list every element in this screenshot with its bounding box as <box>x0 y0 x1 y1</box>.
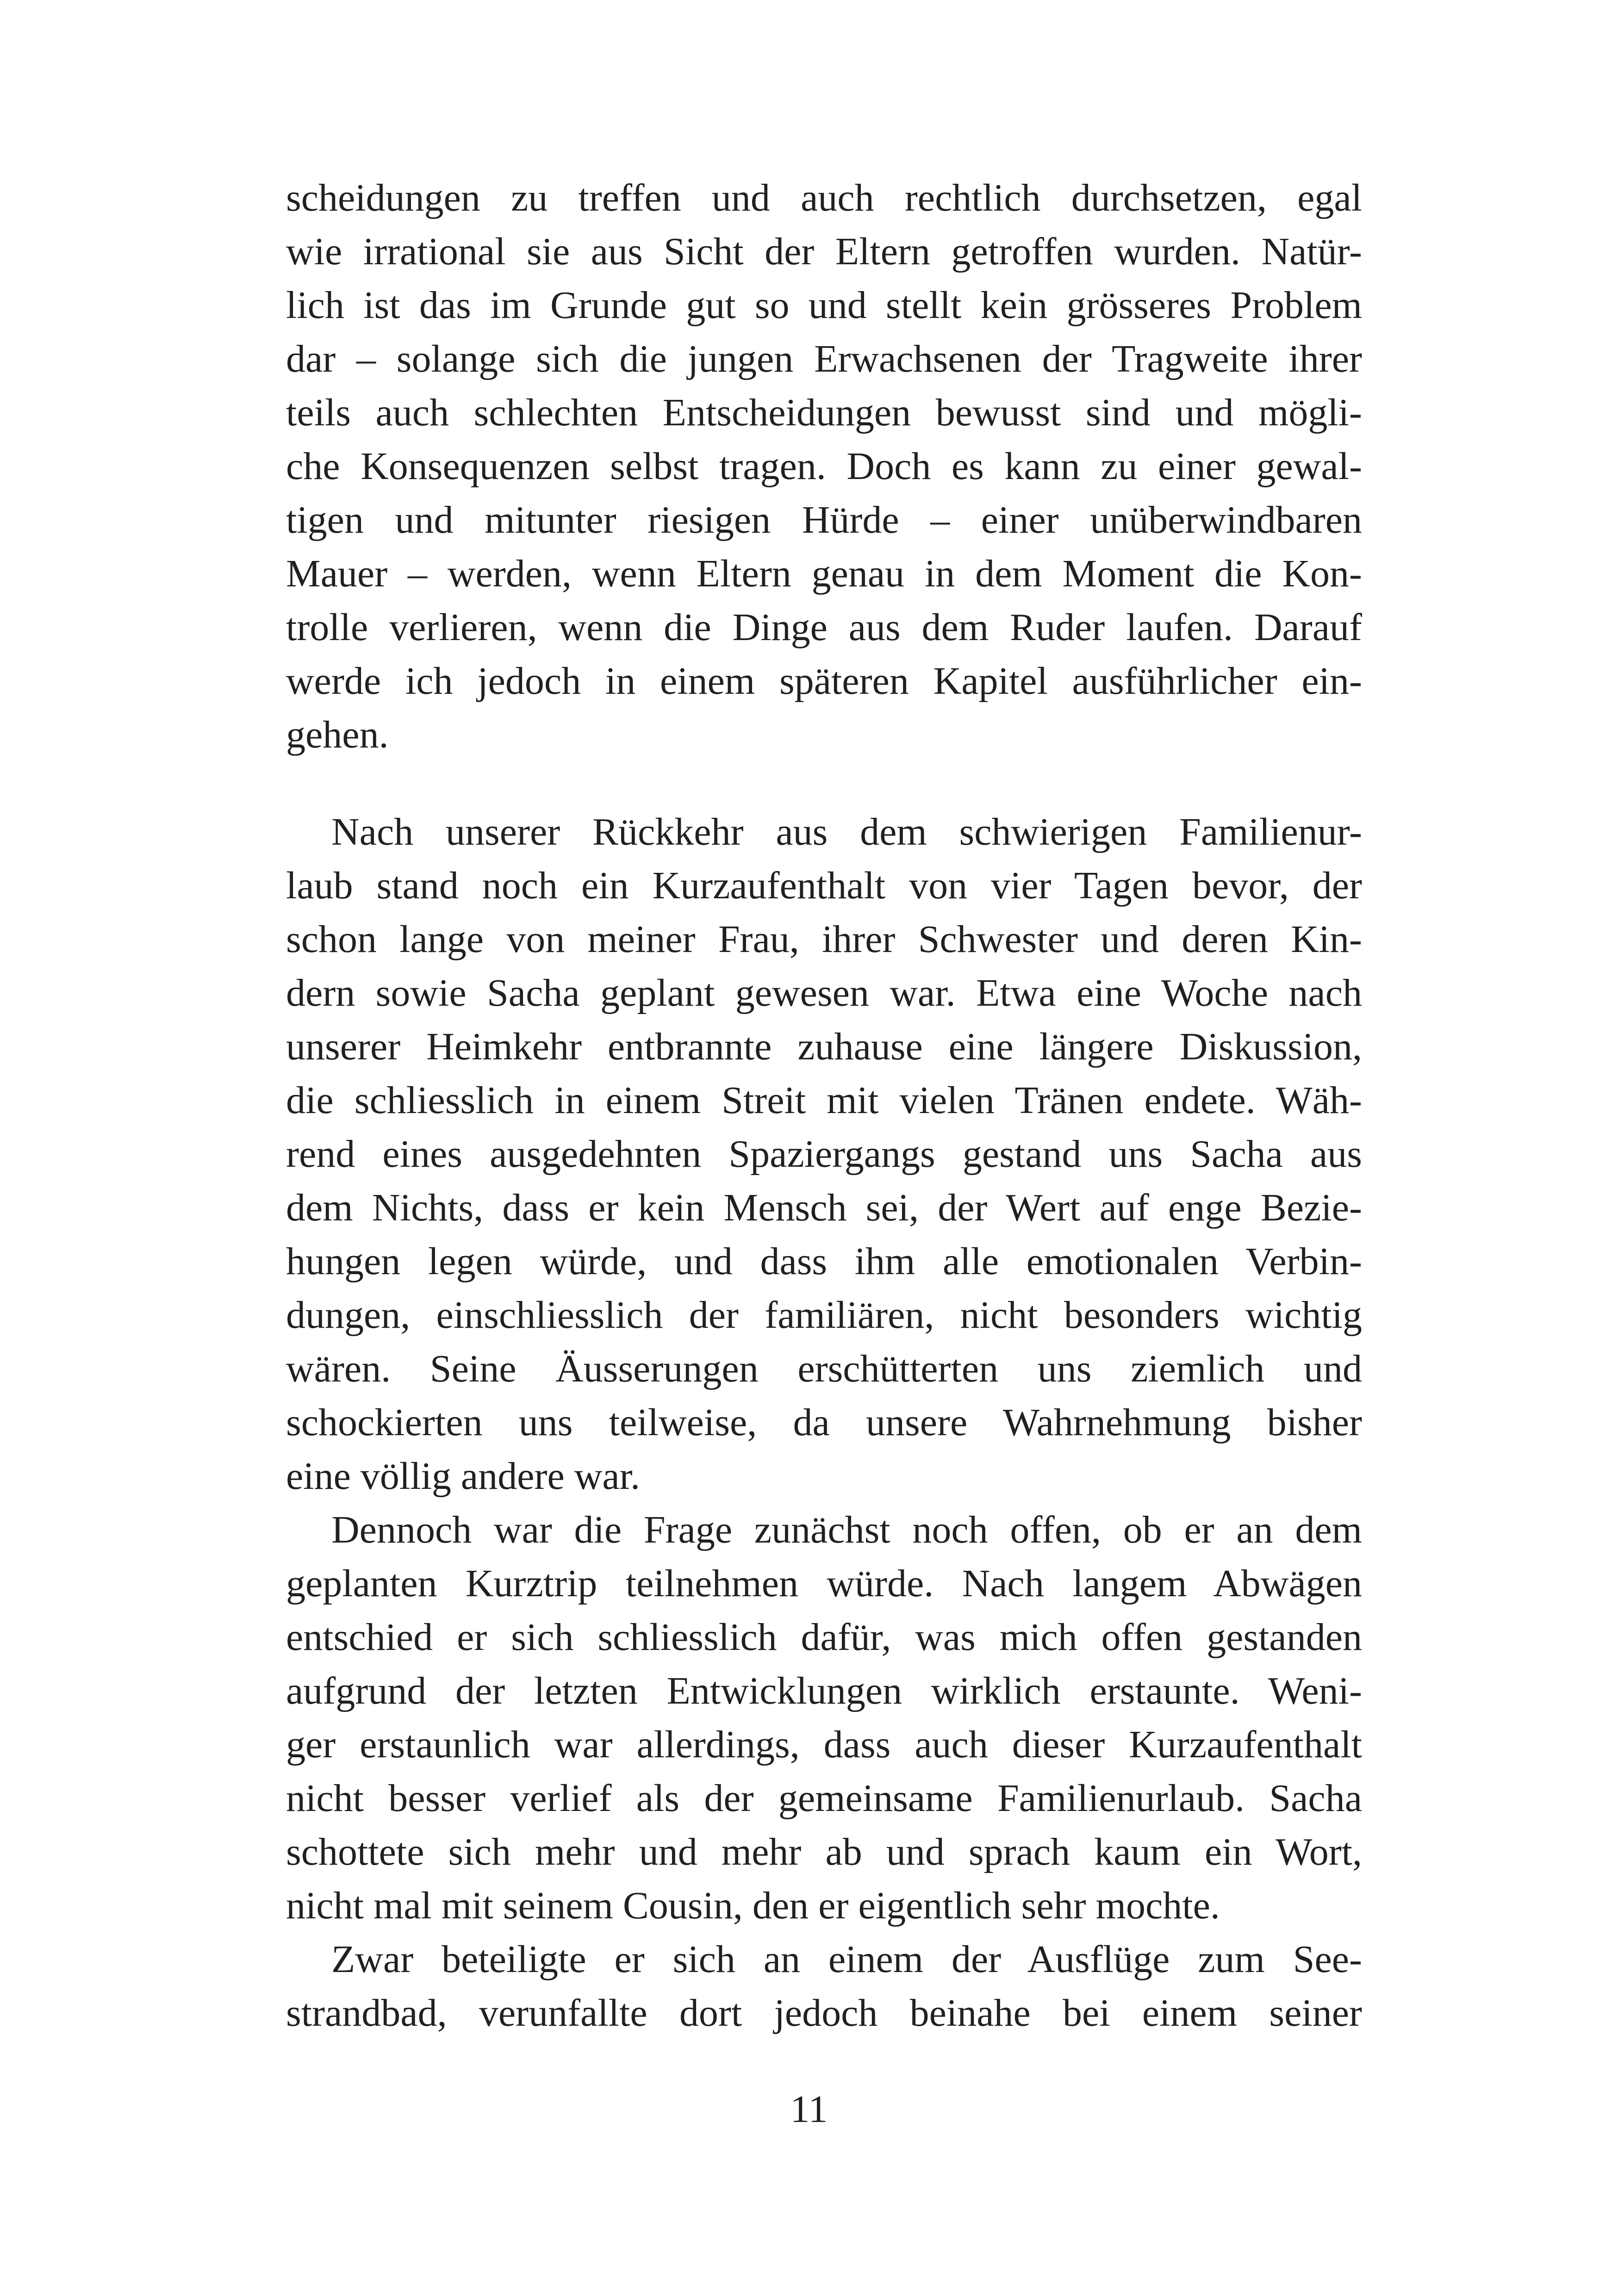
paragraph-1 <box>286 171 1362 762</box>
text-line: rend eines ausgedehnten Spaziergangs gestand uns Sacha aus <box>286 1132 1362 1176</box>
text-line: nicht besser verlief als der gemeinsame Familienurlaub. Sacha <box>286 1777 1362 1820</box>
text-line: aufgrund der letzten Entwicklungen wirklich erstaunte. Weni- <box>286 1669 1362 1712</box>
text-line: wären. Seine Äusserungen erschütterten uns ziemlich und <box>286 1347 1362 1390</box>
text-line: dungen, einschliesslich der familiären, nicht besonders wichtig <box>286 1294 1362 1337</box>
text-line: die schliesslich in einem Streit mit vielen Tränen endete. Wäh- <box>286 1079 1362 1122</box>
text-line: che Konsequenzen selbst tragen. Doch es kann zu einer gewal- <box>286 445 1362 488</box>
text-line: dar – solange sich die jungen Erwachsenen der Tragweite ihrer <box>286 337 1362 380</box>
text-line: schottete sich mehr und mehr ab und sprach kaum ein Wort, <box>286 1830 1362 1873</box>
text-line: unserer Heimkehr entbrannte zuhause eine längere Diskussion, <box>286 1025 1362 1068</box>
text-line: Zwar beteiligte er sich an einem der Ausflüge zum See- <box>331 1938 1362 1981</box>
text-line: scheidungen zu treffen und auch rechtlich durchsetzen, egal <box>286 176 1362 219</box>
text-line: lich ist das im Grunde gut so und stellt kein grösseres Problem <box>286 284 1362 327</box>
text-line: teils auch schlechten Entscheidungen bewusst sind und mögli- <box>286 391 1362 434</box>
text-line: Mauer – werden, wenn Eltern genau in dem Moment die Kon- <box>286 552 1362 595</box>
text-line: nicht mal mit seinem Cousin, den er eigentlich sehr mochte. <box>286 1884 1220 1927</box>
text-line: gehen. <box>286 713 389 756</box>
text-line: trolle verlieren, wenn die Dinge aus dem Ruder laufen. Darauf <box>286 606 1362 649</box>
paragraph-2 <box>286 805 1362 2040</box>
text-line: hungen legen würde, und dass ihm alle emotionalen Verbin- <box>286 1240 1362 1283</box>
text-line: laub stand noch ein Kurzaufenthalt von vier Tagen bevor, der <box>286 864 1362 907</box>
text-line: dem Nichts, dass er kein Mensch sei, der Wert auf enge Bezie- <box>286 1186 1362 1229</box>
text-line: entschied er sich schliesslich dafür, was mich offen gestanden <box>286 1616 1362 1659</box>
text-line: werde ich jedoch in einem späteren Kapitel ausführlicher ein- <box>286 660 1362 703</box>
text-line: Nach unserer Rückkehr aus dem schwierigen Familienur- <box>331 810 1362 853</box>
text-line: wie irrational sie aus Sicht der Eltern getroffen wurden. Natür- <box>286 230 1362 273</box>
text-line: schon lange von meiner Frau, ihrer Schwester und deren Kin- <box>286 918 1362 961</box>
text-line: eine völlig andere war. <box>286 1455 641 1498</box>
text-line: Dennoch war die Frage zunächst noch offen, ob er an dem <box>331 1508 1362 1551</box>
text-line: dern sowie Sacha geplant gewesen war. Etwa eine Woche nach <box>286 971 1362 1014</box>
text-line: tigen und mitunter riesigen Hürde – einer unüberwindbaren <box>286 498 1362 541</box>
page-number: 11 <box>790 2088 828 2131</box>
text-line: geplanten Kurztrip teilnehmen würde. Nach langem Abwägen <box>286 1562 1362 1605</box>
text-line: ger erstaunlich war allerdings, dass auch dieser Kurzaufenthalt <box>286 1723 1362 1766</box>
text-line: schockierten uns teilweise, da unsere Wahrnehmung bisher <box>286 1401 1362 1444</box>
text-line: strandbad, verunfallte dort jedoch beinahe bei einem seiner <box>286 1991 1362 2035</box>
